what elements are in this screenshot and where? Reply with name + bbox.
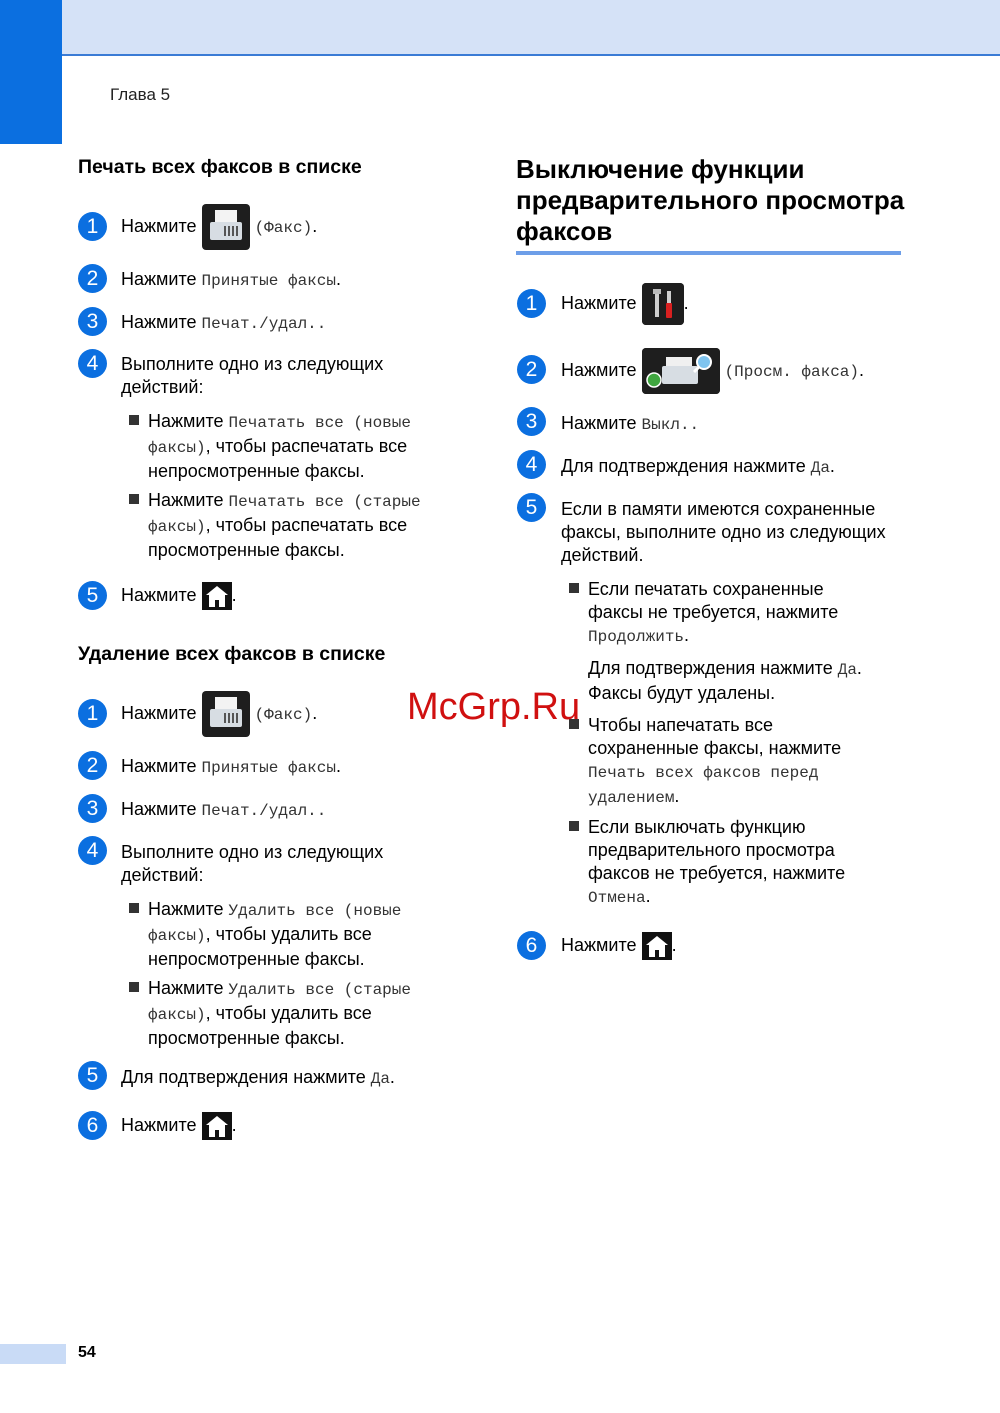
step-5-delete: Для подтверждения нажмите Да. (121, 1067, 395, 1088)
section-title-disable-preview: Выключение функции предварительного просмотра факсов (516, 154, 905, 246)
step-number: 3 (78, 794, 107, 823)
step-3-print: Нажмите Печат./удал.. (121, 312, 327, 333)
bullet-delete-new: Нажмите Удалить все (новые факсы), чтобы удалить все непросмотренные факсы. (148, 899, 402, 969)
step-number: 4 (517, 450, 546, 479)
step-number: 5 (78, 581, 107, 610)
step-number: 2 (517, 355, 546, 384)
bullet-print-old: Нажмите Печатать все (старые факсы), чтобы распечатать все просмотренные факсы. (148, 490, 421, 560)
home-icon (202, 1112, 232, 1140)
bullet-delete-old: Нажмите Удалить все (старые факсы), чтобы удалить все просмотренные факсы. (148, 978, 411, 1048)
step-6-delete: Нажмите . (121, 1112, 237, 1140)
step-3-preview: Нажмите Выкл.. (561, 413, 700, 434)
bullet-cancel: Если выключать функцию предварительного просмотра факсов не требуется, нажмите Отмена. (588, 817, 846, 907)
section-title-delete-all: Удаление всех факсов в списке (78, 643, 386, 665)
bullet-marker (569, 821, 579, 831)
footer-band (0, 1344, 66, 1364)
bullet-print-before-delete: Чтобы напечатать все сохраненные факсы, нажмите Печать всех факсов перед удалением. (588, 715, 842, 807)
step-2-print: Нажмите Принятые факсы. (121, 269, 341, 290)
step-number: 2 (78, 264, 107, 293)
step-number: 5 (78, 1061, 107, 1090)
step-2-preview: Нажмите (Просм. факса). (561, 348, 864, 394)
header-band (0, 0, 1000, 55)
step-1-preview: Нажмите . (561, 283, 689, 325)
step-number: 4 (78, 349, 107, 378)
bullet-marker (129, 982, 139, 992)
section-title-print-all: Печать всех факсов в списке (78, 156, 362, 178)
bullet-print-new: Нажмите Печатать все (новые факсы), чтобы распечатать все непросмотренные факсы. (148, 411, 411, 481)
step-2-delete: Нажмите Принятые факсы. (121, 756, 341, 777)
step-1-print: Нажмите (Факс). (121, 204, 317, 250)
step-mono: (Факс) (254, 218, 313, 237)
step-6-preview: Нажмите . (561, 932, 677, 960)
step-number: 2 (78, 751, 107, 780)
step-number: 6 (78, 1111, 107, 1140)
step-1-delete: Нажмите (Факс). (121, 691, 317, 737)
page-number: 54 (78, 1344, 96, 1361)
confirm-note: Для подтверждения нажмите Да. Факсы будут удалены. (588, 658, 862, 703)
step-number: 4 (78, 836, 107, 865)
title-rule (516, 251, 901, 255)
fax-icon (202, 691, 250, 737)
step-number: 3 (78, 307, 107, 336)
fax-preview-icon (642, 348, 720, 394)
step-number: 1 (78, 699, 107, 728)
step-number: 5 (517, 493, 546, 522)
step-5-print: Нажмите . (121, 582, 237, 610)
step-5-preview: Если в памяти имеются сохраненные факсы, выполните одно из следующих действий. (561, 499, 886, 565)
header-rule (62, 54, 1000, 56)
watermark: McGrp.Ru (407, 686, 581, 728)
step-4-print: Выполните одно из следующих действий: (121, 354, 384, 397)
step-number: 1 (78, 212, 107, 241)
step-number: 1 (517, 289, 546, 318)
fax-icon (202, 204, 250, 250)
step-3-delete: Нажмите Печат./удал.. (121, 799, 327, 820)
home-icon (642, 932, 672, 960)
chapter-label: Глава 5 (110, 85, 171, 104)
bullet-marker (129, 415, 139, 425)
bullet-marker (129, 903, 139, 913)
chapter-tab (0, 0, 62, 144)
step-4-delete: Выполните одно из следующих действий: (121, 842, 384, 885)
home-icon (202, 582, 232, 610)
step-number: 6 (517, 931, 546, 960)
step-4-preview: Для подтверждения нажмите Да. (561, 456, 835, 477)
bullet-continue: Если печатать сохраненные факсы не требуется, нажмите Продолжить. (588, 579, 839, 646)
step-text: Нажмите (121, 215, 197, 236)
tools-icon (642, 283, 684, 325)
bullet-marker (129, 494, 139, 504)
step-number: 3 (517, 407, 546, 436)
bullet-marker (569, 583, 579, 593)
